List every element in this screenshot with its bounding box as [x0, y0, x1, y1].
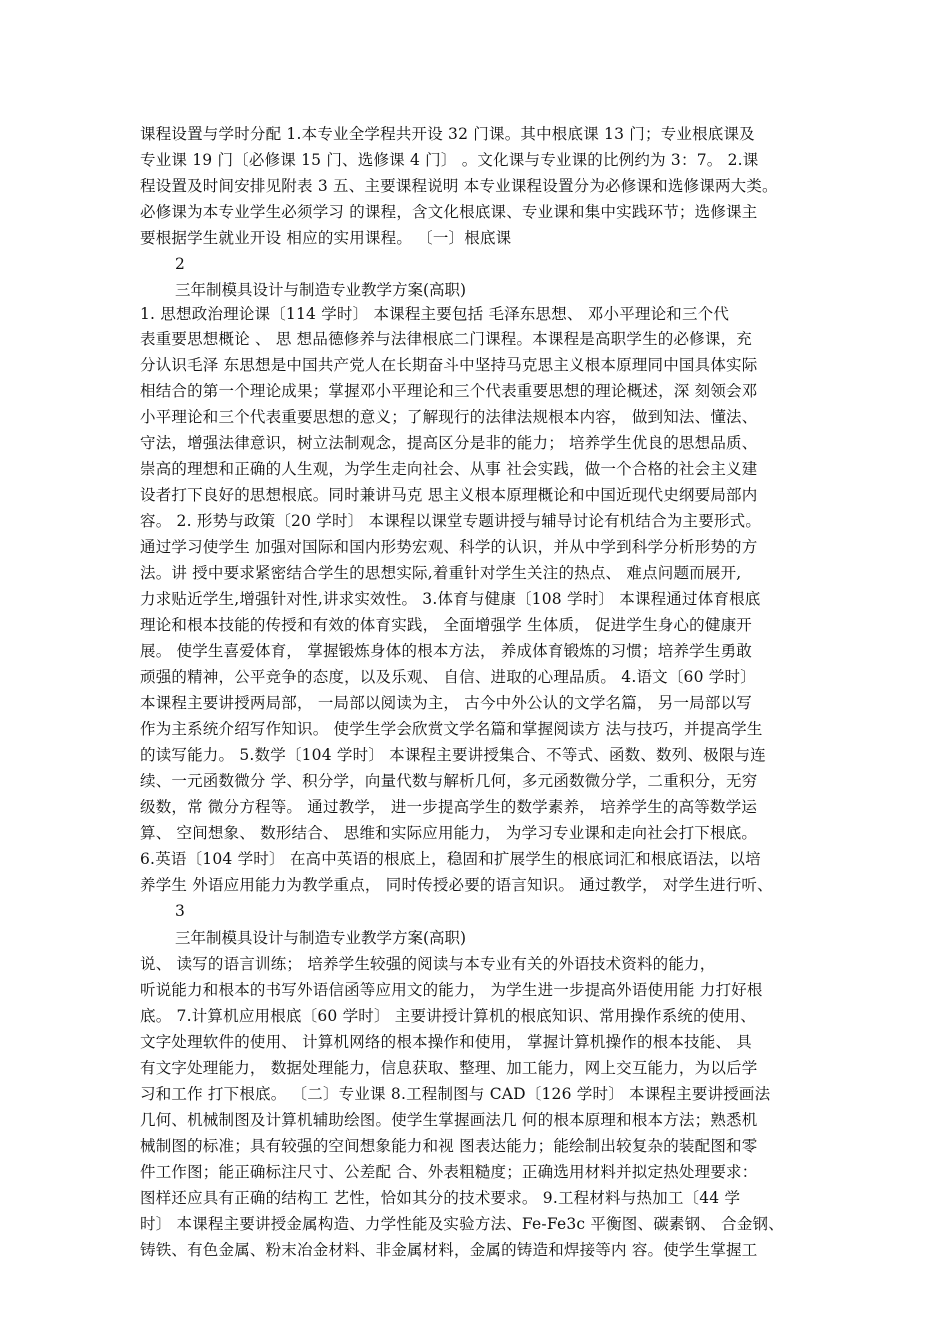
text-line: 小平理论和三个代表重要思想的意义；了解现行的法律法规根本内容， 做到知法、懂法、 — [140, 408, 758, 426]
text-line: 作为主系统介绍写作知识。 使学生学会欣赏文学名篇和掌握阅读方 法与技巧，并提高学生 — [140, 720, 763, 738]
text-line: 说、 读写的语言训练； 培养学生较强的阅读与本专业有关的外语技术资料的能力， — [140, 955, 716, 973]
text-line: 力求贴近学生,增强针对性,讲求实效性。 3.体育与健康〔108 学时〕 本课程通过体育根底 — [140, 590, 761, 608]
text-line: 展。 使学生喜爱体育， 掌握锻炼身体的根本方法， 养成体育锻炼的习惯；培养学生勇敢 — [140, 642, 752, 660]
text-line: 铸铁、有色金属、粉末冶金材料、非金属材料，金属的铸造和焊接等内 容。使学生掌握工 — [140, 1241, 758, 1259]
text-line: 设者打下良好的思想根底。同时兼讲马克 思主义根本原理概论和中国近现代史纲要局部内 — [140, 486, 758, 504]
text-line: 械制图的标准；具有较强的空间想象能力和视 图表达能力；能绘制出较复杂的装配图和零 — [140, 1137, 758, 1155]
text-line: 续、一元函数微分 学、积分学，向量代数与解析几何，多元函数微分学，二重积分，无穷 — [140, 772, 758, 790]
text-line: 崇高的理想和正确的人生观，为学生走向社会、从事 社会实践，做一个合格的社会主义建 — [140, 460, 758, 478]
text-line: 容。 2. 形势与政策〔20 学时〕 本课程以课堂专题讲授与辅导讨论有机结合为主要形式。 — [140, 512, 762, 530]
text-line: 养学生 外语应用能力为教学重点， 同时传授必要的语言知识。 通过教学， 对学生进行听、 — [140, 876, 773, 894]
page-header: 三年制模具设计与制造专业教学方案(高职) — [175, 281, 467, 299]
text-line: 的读写能力。 5.数学〔104 学时〕 本课程主要讲授集合、不等式、函数、数列、极限与连 — [140, 746, 766, 764]
text-line: 本课程主要讲授两局部， 一局部以阅读为主， 古今中外公认的文学名篇， 另一局部以写 — [140, 694, 752, 712]
text-line: 程设置及时间安排见附表 3 五、主要课程说明 本专业课程设置分为必修课和选修课两大类。 — [140, 177, 778, 195]
text-line: 相结合的第一个理论成果；掌握邓小平理论和三个代表重要思想的理论概述，深 刻领会邓 — [140, 382, 758, 400]
text-line: 表重要思想概论 、 思 想品德修养与法律根底二门课程。本课程是高职学生的必修课，充 — [140, 330, 752, 348]
text-line: 文字处理软件的使用、 计算机网络的根本操作和使用， 掌握计算机操作的根本技能、 具 — [140, 1033, 752, 1051]
text-line: 守法，增强法律意识，树立法制观念，提高区分是非的能力； 培养学生优良的思想品质、 — [140, 434, 758, 452]
page-number: 2 — [175, 255, 185, 273]
text-line: 专业课 19 门〔必修课 15 门、选修课 4 门〕 。文化课与专业课的比例约为 3：7。 2.课 — [140, 151, 759, 169]
text-line: 顽强的精神，公平竞争的态度，以及乐观、 自信、进取的心理品质。 4.语文〔60 学时〕 — [140, 668, 756, 686]
text-line: 分认识毛泽 东思想是中国共产党人在长期奋斗中坚持马克思主义根本原理同中国具体实际 — [140, 356, 758, 374]
page-number: 3 — [175, 902, 185, 920]
text-line: 必修课为本专业学生必须学习 的课程，含文化根底课、专业课和集中实践环节；选修课主 — [140, 203, 758, 221]
text-line: 6.英语〔104 学时〕 在高中英语的根底上，稳固和扩展学生的根底词汇和根底语法，以培 — [140, 850, 761, 868]
text-line: 要根据学生就业开设 相应的实用课程。 〔一〕根底课 — [140, 229, 512, 247]
text-line: 听说能力和根本的书写外语信函等应用文的能力， 为学生进一步提高外语使用能 力打好根 — [140, 981, 763, 999]
text-line: 件工作图；能正确标注尺寸、公差配 合、外表粗糙度；正确选用材料并拟定热处理要求： — [140, 1163, 758, 1181]
text-line: 有文字处理能力， 数据处理能力，信息获取、整理、加工能力，网上交互能力，为以后学 — [140, 1059, 758, 1077]
text-line: 习和工作 打下根底。 〔二〕专业课 8.工程制图与 CAD〔126 学时〕 本课程主要讲授画法 — [140, 1085, 771, 1103]
text-line: 理论和根本技能的传授和有效的体育实践， 全面增强学 生体质， 促进学生身心的健康开 — [140, 616, 752, 634]
text-line: 算、 空间想象、 数形结合、 思维和实际应用能力， 为学习专业课和走向社会打下根底。 — [140, 824, 758, 842]
text-line: 课程设置与学时分配 1.本专业全学程共开设 32 门课。其中根底课 13 门；专业根底课及 — [140, 125, 755, 143]
text-line: 法。讲 授中要求紧密结合学生的思想实际,着重针对学生关注的热点、 难点问题而展开, — [140, 564, 742, 582]
text-line: 级数，常 微分方程等。 通过教学， 进一步提高学生的数学素养， 培养学生的高等数学运 — [140, 798, 758, 816]
text-line: 几何、机械制图及计算机辅助绘图。使学生掌握画法几 何的根本原理和根本方法；熟悉机 — [140, 1111, 758, 1129]
text-line: 图样还应具有正确的结构工 艺性，恰如其分的技术要求。 9.工程材料与热加工〔44 学 — [140, 1189, 741, 1207]
text-line: 通过学习使学生 加强对国际和国内形势宏观、科学的认识，并从中学到科学分析形势的方 — [140, 538, 758, 556]
text-line: 1. 思想政治理论课〔114 学时〕 本课程主要包括 毛泽东思想、 邓小平理论和三个代 — [140, 305, 730, 323]
page-header: 三年制模具设计与制造专业教学方案(高职) — [175, 929, 467, 947]
text-line: 时〕 本课程主要讲授金属构造、力学性能及实验方法、Fe-Fe3c 平衡图、碳素钢、 合金钢、 — [140, 1215, 784, 1233]
text-line: 底。 7.计算机应用根底〔60 学时〕 主要讲授计算机的根底知识、常用操作系统的使用、 — [140, 1007, 756, 1025]
